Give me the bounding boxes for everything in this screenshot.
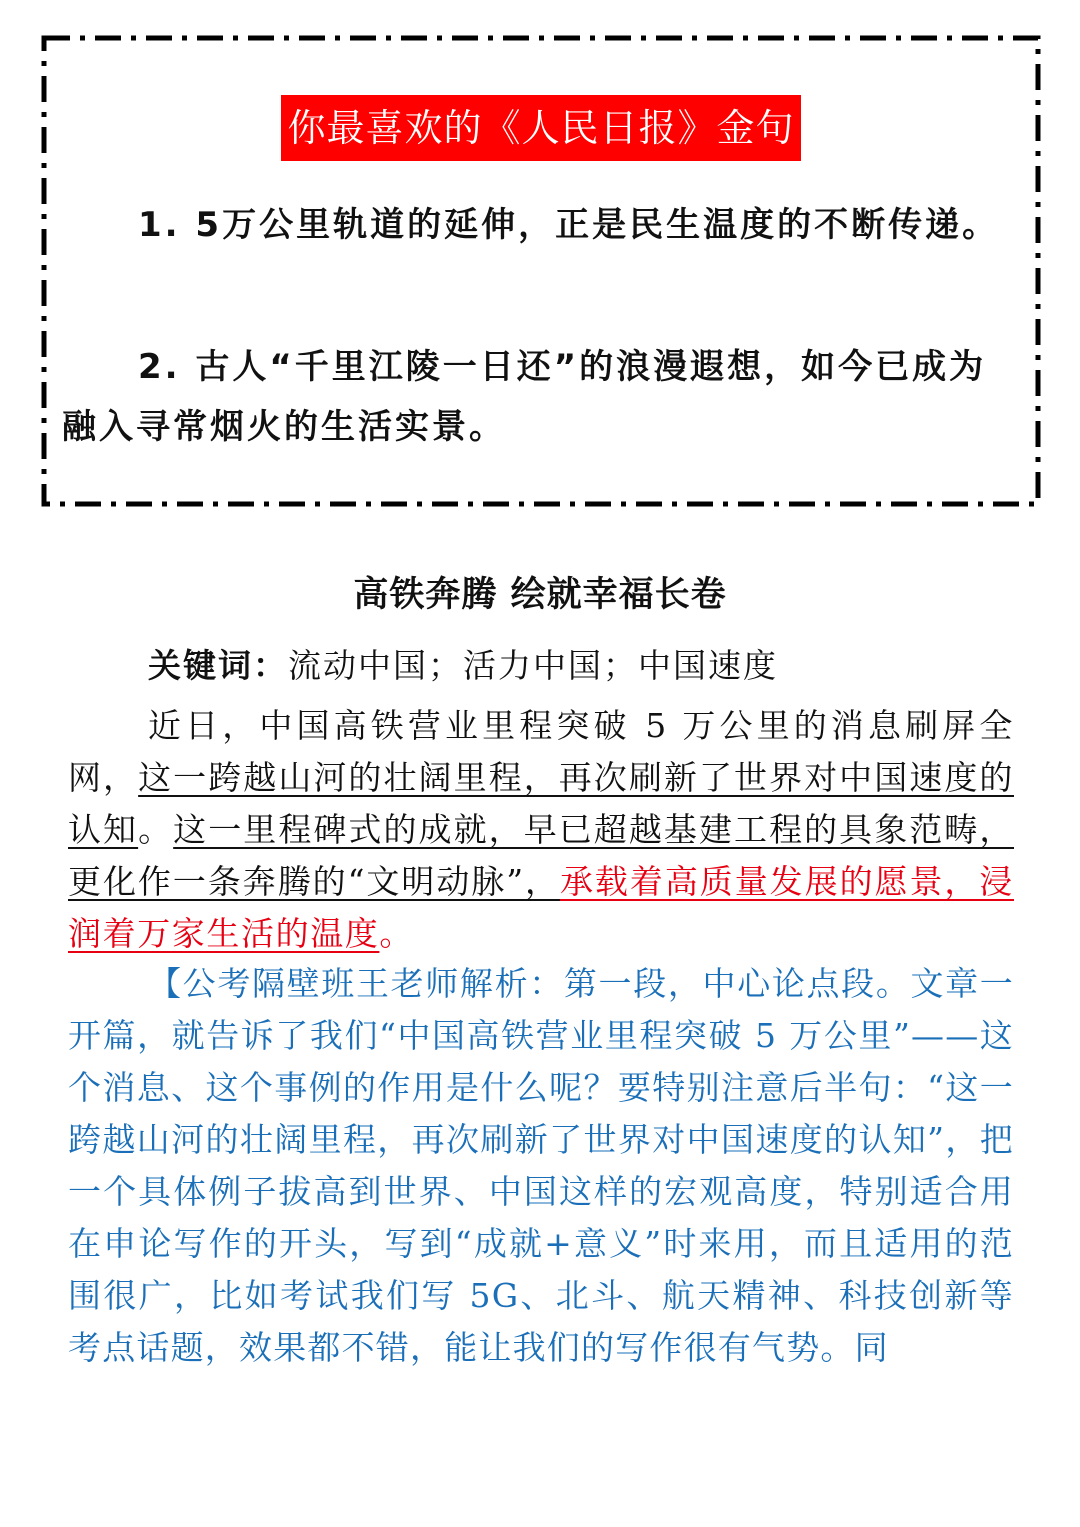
- keywords-line: [148, 638, 1028, 694]
- quote-box-title: 你最喜欢的《人民日报》金句: [281, 95, 801, 161]
- quote-item-2: 2. 古人“千里江陵一日还”的浪漫遐想，如今已成为融入寻常烟火的生活实景。: [62, 347, 987, 447]
- golden-quote-box: [0, 0, 1080, 520]
- keywords-text: 流动中国；活力中国；中国速度: [288, 646, 778, 685]
- keywords-label: 关键词：: [148, 646, 288, 685]
- paragraph-text: 。: [138, 810, 174, 849]
- red-highlight-text: 承载着高质量发展的愿景，浸润着万家生活的温度: [68, 862, 1014, 953]
- quote-item-1: 1. 5万公里轨道的延伸，正是民生温度的不断传递。: [138, 205, 1000, 245]
- paragraph-text: 近日，中国高铁营业里程突破 5 万公里的消息刷屏全网，: [68, 706, 1014, 797]
- underlined-text: 这一跨越山河的壮阔里程，再次刷新了世界对中国速度的认知: [68, 758, 1014, 849]
- article-paragraph-1: [68, 700, 1014, 960]
- teacher-analysis-paragraph: 【公考隔壁班王老师解析：第一段，中心论点段。文章一开篇，就告诉了我们“中国高铁营业里程突破 5 万公里”——这个消息、这个事例的作用是什么呢？要特别注意后半句：“这一跨越山河的壮阔里程，再次刷新了世界对中国速度的认知”，把一个具体例子拔高到世界、中国这样的宏观高度，特别适合用在申论写作的开头，写到“成就+意义”时来用，而且适用的范围很广，比如考试我们写 5G、北斗、航天精神、科技创新等考点话题，效果都不错，能让我们的写作很有气势。同: [68, 964, 1014, 1367]
- red-highlight-end: 。: [379, 914, 415, 953]
- article-title: 高铁奔腾 绘就幸福长卷: [353, 574, 727, 615]
- underlined-text: 这一里程碑式的成就，早已超越基建工程的具象范畴，更化作一条奔腾的“文明动脉”，: [68, 810, 1014, 901]
